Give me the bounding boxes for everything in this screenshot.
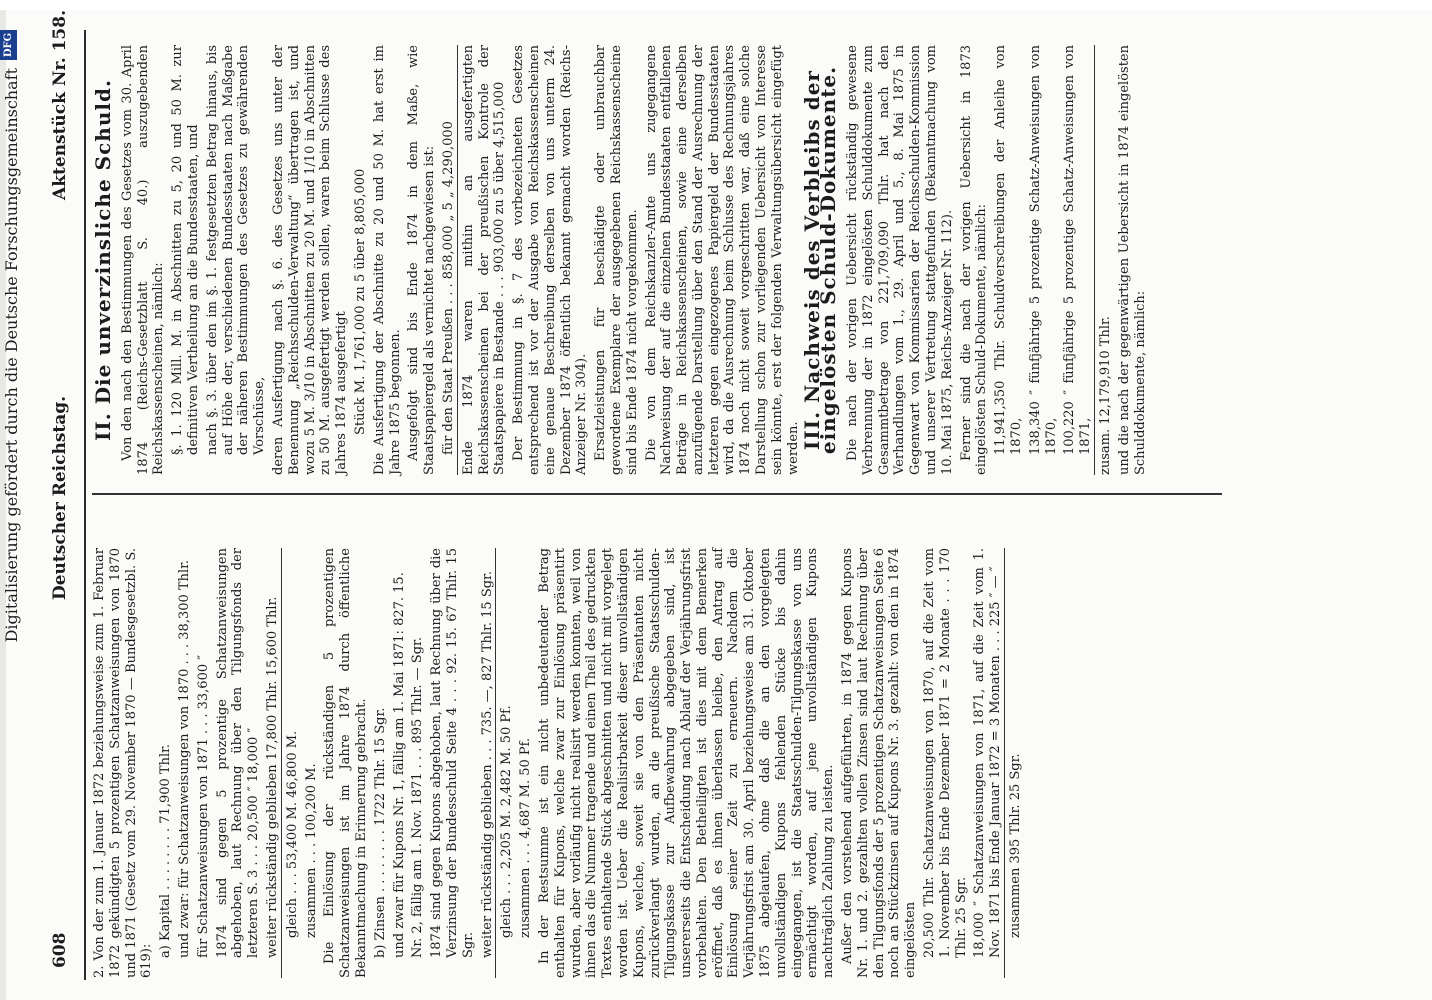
column-divider — [92, 494, 1222, 496]
paragraph: und zwar: für Schatzanweisungen von 1870 . . . 38,300 Thlr. — [176, 559, 192, 958]
section-title: III. Nachweis des Verbleibs der eingelösten Schuld-Dokumente. — [800, 65, 841, 455]
paragraph: weiter rückständig geblieben . . . 735. —, 827 Thlr. 15 Sgr. — [480, 548, 497, 978]
header-title: Deutscher Reichstag. — [50, 395, 70, 600]
paragraph: Der Bestimmung in §. 7 des vorbezeichneten Gesetzes entsprechend ist vor der Ausgabe von Reichskassenscheinen eine genaue Beschreibung derselben von uns unterm 24. Dezember 1874 öffentlich bekannt gemacht worden (Reichs-Anzeiger Nr. 304). — [511, 45, 590, 475]
paragraph: In der Restsumme ist ein nicht unbedeutender Betrag enthalten für Kupons, welche zwar zur Einlösung präsentirt wurden, aber vorläufig nicht realisirt werden konnten, weil von ihnen das die Nummer tragende und einen Theil des gedruckten Textes enthaltende Stück abgeschnitten und nicht mit vorgelegt worden ist. Ueber die Realisirbarkeit dieser unvollständigen Kupons, welche, soweit sie von den Präsentanten nicht zurückverlangt wurden, an die preußische Staatsschulden-Tilgungskasse zur Aufbewahrung abgegeben sind, ist unsererseits die Entscheidung nach Ablauf der Verjährungsfrist vorbehalten. Den Betheiligten ist dies mit dem Bemerken eröffnet, daß es ihnen überlassen bleibe, den Antrag auf Einlösung seiner Zeit zu erneuern. Nachdem die Verjährungsfrist am 30. April beziehungsweise am 31. Oktober 1875 abgelaufen, ohne daß die an den vorgelegten unvollständigen Kupons fehlenden Stücke bis dahin eingegangen, ist die Staatsschulden-Tilgungskasse von uns ermächtigt worden, auf jene unvollständigen Kupons nachträglich Zahlung zu leisten. — [536, 548, 837, 978]
paragraph: Die von dem Reichskanzler-Amte uns zugegangene Nachweisung der auf die einzelnen Bundesstaaten entfallenen Beträge in Reichskassenscheinen, sowie eine derselben anzufügende Darstellung über den Stand der Ausrechnung der letzteren gegen eingezogenes Papiergeld der Bundesstaaten wird, da die Ausrechnung beim Schlusse des Rechnungsjahres 1874 noch nicht soweit vorgeschritten war, daß eine solche Darstellung schon zur vorliegenden Uebersicht von Interesse sein könnte, erst der folgenden Verwaltungsübersicht eingefügt werden. — [643, 45, 801, 475]
paragraph: 138,340 ″ fünfjährige 5 prozentige Schatz-Anweisungen von 1870, — [1027, 45, 1059, 455]
paragraph: Ersatzleistungen für beschädigte oder unbrauchbar gewordene Exemplare der ausgegebenen Reichskassenscheine sind bis Ende 1874 nicht vorgekommen. — [593, 45, 640, 475]
paragraph: und die nach der gegenwärtigen Uebersicht in 1874 eingelösten Schulddokumente, nämlich: — [1116, 45, 1148, 475]
paragraph: weiter rückständig geblieben 17,800 Thlr. 15,600 Thlr. — [265, 548, 282, 978]
paragraph: nach §. 3. über den im §. 1. festgesetzten Betrag hinaus, bis auf Höhe der, verschiedenen Bundesstaaten nach Maßgabe der näheren Bestimmungen des Gesetzes zu gewährenden Vorschüsse, — [204, 45, 268, 455]
paragraph: 1874 sind gegen 5 prozentige Schatzanweisungen abgehoben, laut Rechnung über den Tilgungsfonds der letzteren S. 3 . . . 20,500 ″ 18,000 ″ — [214, 548, 262, 958]
paragraph: Stück M. 1,761,000 zu 5 über 8,805,000 — [352, 168, 368, 435]
paragraph: Nr. 2, fällig am 1. Nov. 1871 . . . 895 Thlr. — Sgr. — [410, 637, 426, 958]
paragraph: Von den nach den Bestimmungen des Gesetzes vom 30. April 1874 (Reichs-Gesetzblatt S. 40.) auszugebenden Reichskassenscheinen, nämlich: — [119, 45, 167, 475]
paragraph: Ende 1874 waren mithin an ausgefertigten Reichskassenscheinen bei der preußischen Kontrole der Staatspapiere in Bestande . . . 903,000 zu 5 über 4,515,000 — [460, 45, 508, 475]
digitization-credit: Digitalisierung gefördert durch die Deutsche Forschungsgemeinschaft — [2, 68, 21, 643]
paragraph: 11,941,350 Thlr. Schuldverschreibungen der Anleihe von 1870, — [993, 45, 1025, 455]
paragraph: 2. Von der zum 1. Januar 1872 beziehungsweise zum 1. Februar 1872 gekündigten 5 prozentigen Schatzanweisungen von 1870 und 1871 (Gesetz vom 29. November 1870 — Bundesgesetzbl. S. 619): — [92, 548, 155, 978]
paragraph: gleich . . . 53,400 M. 46,800 M. — [284, 730, 300, 938]
paragraph: Ausgefolgt sind bis Ende 1874 in dem Maße, wie Staatspapiergeld als vernichtet nachgewiesen ist: — [406, 45, 438, 475]
paragraph: 20,500 Thlr. Schatzanweisungen von 1870, auf die Zeit vom 1. November bis Ende Dezember 1871 = 2 Monate . . . 170 Thlr. 25 Sgr. — [922, 548, 969, 958]
paragraph: b) Zinsen . . . . . . . . 1722 Thlr. 15 Sgr. — [372, 707, 388, 958]
header-document-number: Aktenstück Nr. 158. — [50, 9, 70, 200]
paragraph: Die Ausfertigung der Abschnitte zu 20 und 50 M. hat erst im Jahre 1875 begonnen. — [371, 45, 403, 475]
paragraph: zusammen . . . 4,687 M. 50 Pf. — [518, 737, 534, 938]
paragraph: 1874 sind gegen Kupons abgehoben, laut Rechnung über die Verzinsung der Bundesschuld Seite 4 . . . 92. 15. 67 Thlr. 15 Sgr. — [429, 548, 476, 958]
paragraph: 100,220 ″ fünfjährige 5 prozentige Schatz-Anweisungen von 1871, — [1062, 45, 1095, 475]
paragraph: Die Einlösung der rückständigen 5 prozentigen Schatzanweisungen ist im Jahre 1874 durch öffentliche Bekanntmachung in Erinnerung gebracht. — [322, 548, 369, 978]
paragraph: für Schatzanweisungen von 1871 . . . 33,600 ″ — [195, 654, 211, 958]
paragraph: Die nach der vorigen Uebersicht rückständig gewesene Verbrennung der in 1872 eingelösten Schulddokumente zum Gesammtbetrage von 221,709,090 Thlr. hat nach den Verhandlungen vom 1., 29. April und 5., 8. Mai 1875 in Gegenwart von Kommissarien der Reichsschulden-Kommission und unserer Vertretung stattgefunden (Bekanntmachung vom 10. Mai 1875, Reichs-Anzeiger Nr. 112). — [845, 45, 955, 475]
dfg-logo: DFG — [0, 30, 17, 60]
page-header — [50, 9, 80, 980]
paragraph: für den Staat Preußen . . . 858,000 „ 5 „ 4,290,000 — [441, 45, 458, 475]
dfg-credit-strip — [0, 10, 20, 1000]
paragraph: Außer den vorstehend aufgeführten, in 1874 gegen Kupons Nr. 1. und 2. gezahlten vollen Zinsen sind laut Rechnung über den Tilgungsfonds der 5 prozentigen Schatzanweisungen Seite 6 noch an Stückzinsen auf Kupons Nr. 3. gezahlt: von den in 1874 eingelösten — [840, 548, 919, 978]
paragraph: 18,000 ″ Schatzanweisungen von 1871, auf die Zeit vom 1. Nov. 1871 bis Ende Januar 1872 = 3 Monaten . . . 225 ″ — ″ — [972, 548, 1005, 978]
paragraph: und zwar für Kupons Nr. 1, fällig am 1. Mai 1871: 827. 15. — [391, 572, 407, 958]
left-column — [92, 548, 1027, 978]
paragraph: Ferner sind die nach der vorigen Uebersicht in 1873 eingelösten Schuld-Dokumente, nämlich: — [958, 45, 990, 475]
rotated-page — [0, 10, 1432, 1000]
paragraph: deren Ausfertigung nach §. 6. des Gesetzes uns unter der Benennung „Reichsschulden-Verwaltung“ übertragen ist, und wozu 5 M. 3/10 in Abschnitten zu 20 M. und 1/10 in Abschnitten zu 50 M. ausgefertigt werden sollen, waren beim Schlusse des Jahres 1874 ausgefertigt — [270, 45, 350, 475]
section-title: II. Die unverzinsliche Schuld. — [91, 79, 115, 441]
paragraph: zusammen 395 Thlr. 25 Sgr. — [1008, 753, 1024, 938]
paragraph: §. 1. 120 Mill. M. in Abschnitten zu 5, 20 und 50 M. zur definitiven Vertheilung an die Bundesstaaten, und — [170, 45, 201, 455]
paragraph: zusam. 12,179,910 Thlr. — [1098, 316, 1114, 475]
right-column — [92, 45, 1151, 475]
page-number: 608 — [50, 932, 70, 968]
paragraph: gleich . . . 2,205 M. 2,482 M. 50 Pf. — [499, 705, 515, 938]
header-rule — [84, 30, 86, 980]
paragraph: a) Kapital . . . . . . . . 71,900 Thlr. — [158, 743, 174, 958]
paragraph: zusammen . . . 100,200 M. — [303, 763, 319, 938]
